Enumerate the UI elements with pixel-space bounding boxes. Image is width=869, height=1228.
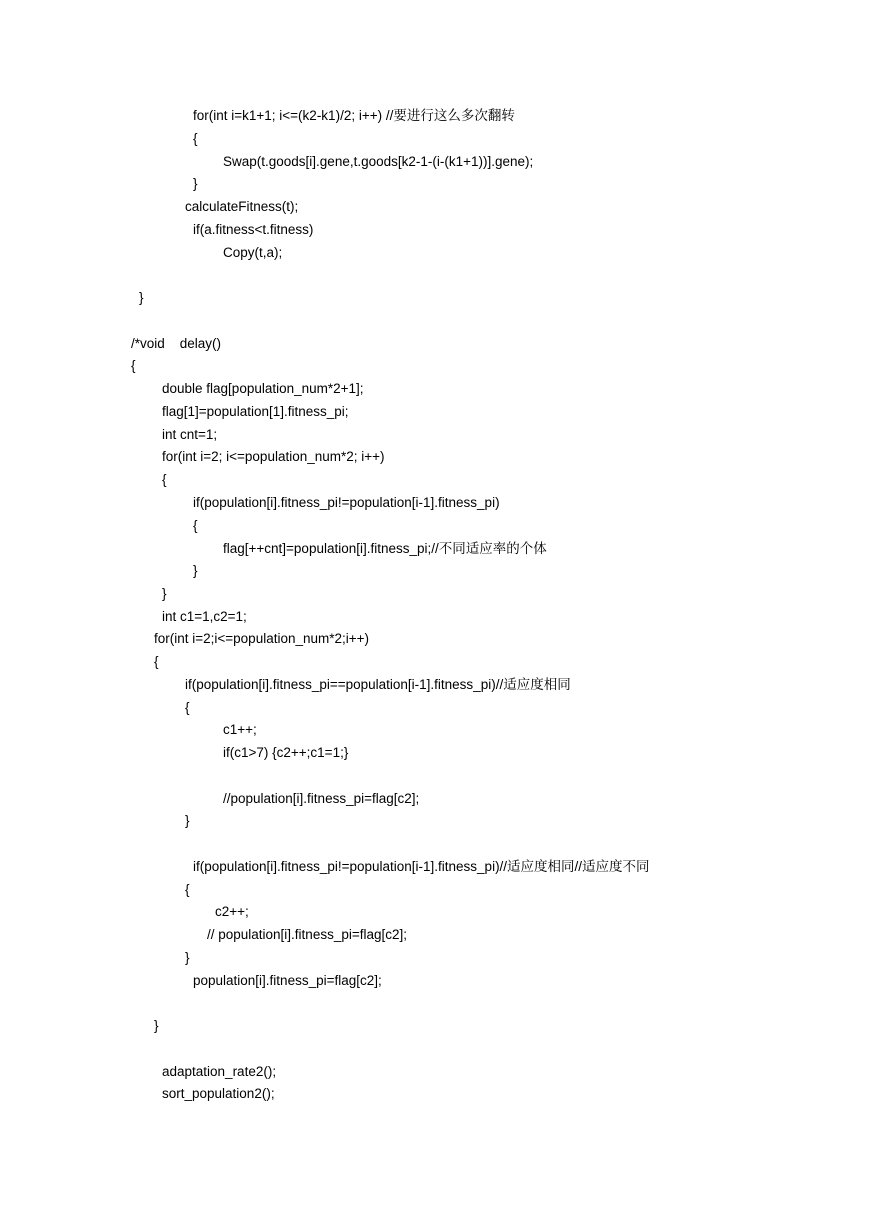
code-line: { bbox=[185, 700, 190, 715]
code-line: if(population[i].fitness_pi==population[i-1].fitness_pi)//适应度相同 bbox=[185, 677, 571, 692]
code-line: int cnt=1; bbox=[162, 427, 218, 442]
code-line: adaptation_rate2(); bbox=[162, 1064, 277, 1079]
code-line: } bbox=[193, 563, 198, 578]
code-line: flag[++cnt]=population[i].fitness_pi;//不同适应率的个体 bbox=[223, 541, 547, 556]
code-line: calculateFitness(t); bbox=[185, 199, 299, 214]
code-line: { bbox=[162, 472, 167, 487]
code-line: population[i].fitness_pi=flag[c2]; bbox=[193, 973, 382, 988]
code-line: } bbox=[185, 813, 190, 828]
code-line: if(a.fitness<t.fitness) bbox=[193, 222, 314, 237]
code-line: /*void delay() bbox=[131, 336, 222, 351]
code-line: } bbox=[185, 950, 190, 965]
code-line: int c1=1,c2=1; bbox=[162, 609, 247, 624]
code-line: for(int i=k1+1; i<=(k2-k1)/2; i++) //要进行这么多次翻转 bbox=[193, 108, 515, 123]
code-line: Swap(t.goods[i].gene,t.goods[k2-1-(i-(k1+1))].gene); bbox=[223, 154, 534, 169]
code-line: { bbox=[193, 518, 198, 533]
code-line: { bbox=[131, 358, 136, 373]
code-line: } bbox=[193, 176, 198, 191]
code-line: // population[i].fitness_pi=flag[c2]; bbox=[207, 927, 408, 942]
code-line: } bbox=[139, 290, 144, 305]
code-line: //population[i].fitness_pi=flag[c2]; bbox=[223, 791, 420, 806]
code-line: { bbox=[185, 882, 190, 897]
code-line: c1++; bbox=[223, 722, 257, 737]
code-line: if(c1>7) {c2++;c1=1;} bbox=[223, 745, 349, 760]
code-line: double flag[population_num*2+1]; bbox=[162, 381, 364, 396]
code-line: if(population[i].fitness_pi!=population[i-1].fitness_pi) bbox=[193, 495, 500, 510]
code-line: Copy(t,a); bbox=[223, 245, 283, 260]
code-line: flag[1]=population[1].fitness_pi; bbox=[162, 404, 349, 419]
code-line: for(int i=2;i<=population_num*2;i++) bbox=[154, 631, 370, 646]
code-line: } bbox=[162, 586, 167, 601]
code-line: { bbox=[193, 131, 198, 146]
code-line: c2++; bbox=[215, 904, 249, 919]
code-line: for(int i=2; i<=population_num*2; i++) bbox=[162, 449, 385, 464]
code-line: sort_population2(); bbox=[162, 1086, 275, 1101]
code-line: { bbox=[154, 654, 159, 669]
code-line: if(population[i].fitness_pi!=population[i-1].fitness_pi)//适应度相同//适应度不同 bbox=[193, 859, 650, 874]
code-line: } bbox=[154, 1018, 159, 1033]
